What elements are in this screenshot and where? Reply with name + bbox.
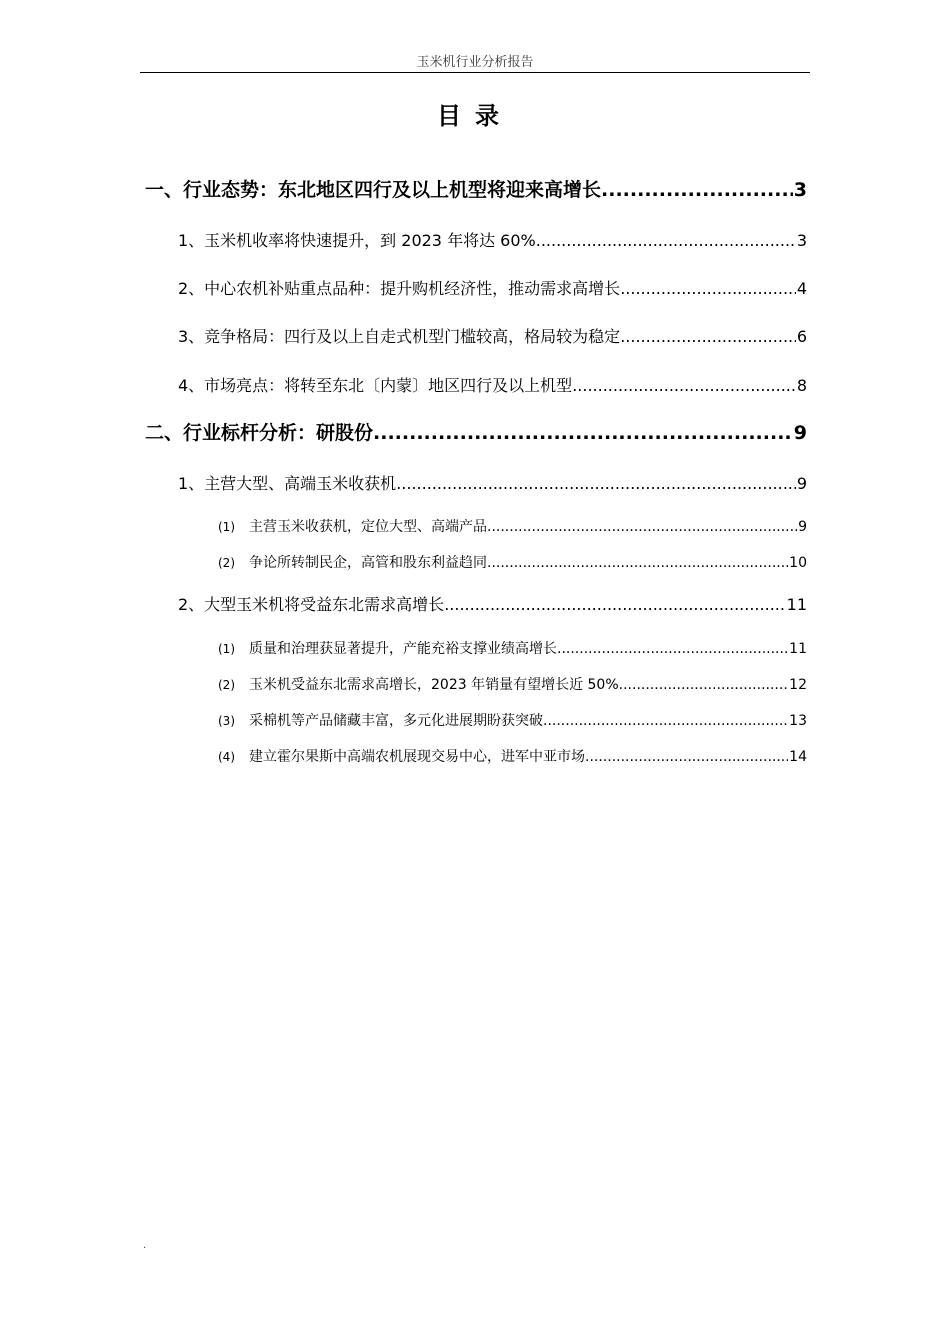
toc-entry-page: 12: [789, 677, 807, 693]
toc-entry-page: 13: [789, 713, 807, 729]
toc-entry-page: 11: [789, 641, 807, 657]
toc-entry-label: 2、中心农机补贴重点品种：提升购机经济性，推动需求高增长: [178, 279, 621, 298]
toc-entry-number: (4): [218, 750, 235, 764]
toc-entry-1-2[interactable]: [178, 276, 807, 302]
toc-leader-dots: [572, 373, 796, 399]
toc-leader-dots: [620, 276, 796, 302]
toc-leader-dots: [585, 746, 788, 768]
toc-entry-label: 玉米机受益东北需求高增长，2023 年销量有望增长近 50%: [249, 677, 619, 693]
toc-entry-page: 14: [789, 749, 807, 765]
toc-entry-label: 争论所转制民企，高管和股东利益趋同: [249, 555, 487, 571]
toc-entry-label: 1、主营大型、高端玉米收获机: [178, 474, 397, 493]
toc-entry-page: 4: [796, 279, 807, 298]
toc-entry-section-2[interactable]: [145, 418, 807, 448]
toc-entry-number: (3): [218, 714, 235, 728]
toc-leader-dots: [619, 674, 789, 696]
toc-entry-label: 采棉机等产品储藏丰富，多元化进展期盼获突破: [249, 713, 543, 729]
toc-entry-number: (1): [218, 520, 235, 534]
toc-entry-2-1-1[interactable]: [218, 516, 807, 538]
running-header-title: 玉米机行业分析报告: [416, 55, 534, 70]
toc-entry-label: 4、市场亮点：将转至东北〔内蒙〕地区四行及以上机型: [178, 376, 573, 395]
toc-entry-page: 9: [793, 422, 807, 444]
toc-entry-page: 3: [793, 179, 807, 201]
footer-mark: .: [143, 1240, 147, 1251]
toc-entry-label: 主营玉米收获机，定位大型、高端产品: [249, 519, 487, 535]
toc-entry-page: 8: [796, 376, 807, 395]
toc-entry-2-1[interactable]: [178, 471, 807, 497]
toc-entry-number: (1): [218, 642, 235, 656]
toc-entry-1-1[interactable]: [178, 228, 807, 254]
toc-entry-1-4[interactable]: [178, 373, 807, 399]
toc-entry-2-2[interactable]: [178, 592, 807, 618]
toc-entry-1-3[interactable]: [178, 324, 807, 350]
toc-leader-dots: [396, 471, 796, 497]
toc-leader-dots: [487, 552, 788, 574]
toc-leader-dots: [444, 592, 785, 618]
toc-leader-dots: [373, 418, 793, 448]
toc-title: 目录: [437, 102, 513, 130]
toc-leader-dots: [487, 516, 797, 538]
toc-entry-label: 质量和治理获显著提升，产能充裕支撑业绩高增长: [249, 641, 557, 657]
toc-entry-label: 二、行业标杆分析：研股份: [145, 422, 374, 444]
toc-entry-2-2-3[interactable]: [218, 710, 807, 732]
toc-leader-dots: [536, 228, 796, 254]
toc-entry-2-2-1[interactable]: [218, 638, 807, 660]
toc-entry-2-2-2[interactable]: [218, 674, 807, 696]
toc-entry-2-2-4[interactable]: [218, 746, 807, 768]
toc-leader-dots: [601, 175, 793, 205]
toc-entry-label: 2、大型玉米机将受益东北需求高增长: [178, 595, 445, 614]
toc-entry-page: 9: [796, 474, 807, 493]
toc-entry-page: 11: [786, 595, 807, 614]
toc-entry-page: 3: [796, 231, 807, 250]
toc-entry-label: 1、玉米机收率将快速提升，到 2023 年将达 60%: [178, 231, 536, 250]
running-header: [140, 56, 810, 73]
toc-entry-2-1-2[interactable]: [218, 552, 807, 574]
toc-entry-page: 10: [789, 555, 807, 571]
toc-leader-dots: [620, 324, 796, 350]
toc-leader-dots: [543, 710, 788, 732]
toc-entry-page: 6: [796, 327, 807, 346]
toc-entry-label: 3、竞争格局：四行及以上自走式机型门槛较高，格局较为稳定: [178, 327, 621, 346]
toc-entry-section-1[interactable]: [145, 175, 807, 205]
toc-entry-page: 9: [798, 519, 807, 535]
toc-entry-label: 一、行业态势：东北地区四行及以上机型将迎来高增长: [145, 179, 602, 201]
toc-leader-dots: [557, 638, 788, 660]
toc-entry-number: (2): [218, 556, 235, 570]
toc-entry-number: (2): [218, 678, 235, 692]
toc-entry-label: 建立霍尔果斯中高端农机展现交易中心，进军中亚市场: [249, 749, 585, 765]
